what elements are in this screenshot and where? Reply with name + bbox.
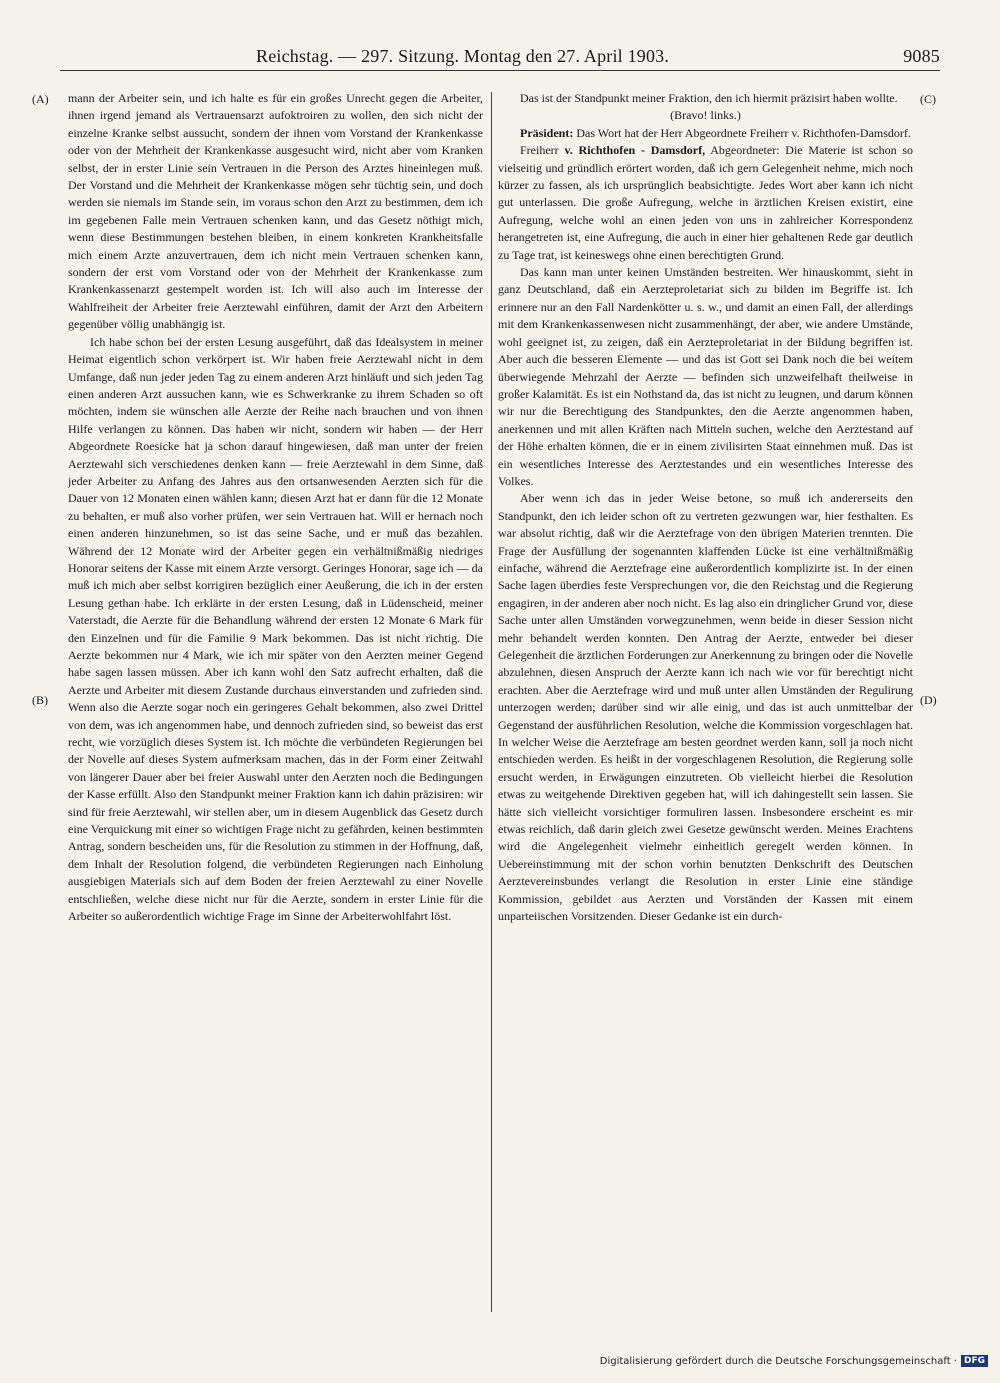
speaker-name: v. Richthofen - Damsdorf,	[564, 143, 706, 158]
paragraph: mann der Arbeiter sein, und ich halte es für ein großes Unrecht gegen die Arbeiter, ihnen irgend jemand als Vertrauensarzt aufoktroiren zu wollen, den sich nicht der einzelne Kranke selbst aussucht, sondern der ihnen vom Vorstand der Krankenkasse oder von der Mehrheit der Krankenkasse ausgesucht wird, nicht aber vom Kranken selbst, der in erster Linie sein Vertrauen in die Person des Arztes hineinlegen muß. Der Vorstand und die Mehrheit der Krankenkasse mögen sehr tüchtig sein, und doch werden sie niemals im Stande sein, im voraus schon den Arzt zu bestimmen, dem ich im gegebenen Falle mein Vertrauen schenken kann, und das Gesetz nöthigt mich, wenn diese Bestimmungen bestehen bleiben, in einem konkreten Krankheitsfalle mich einem Arzte anzuvertrauen, dem ich nicht mein Vertrauen schenken kann, sondern der erst vom Vorstand oder von der Mehrheit der Krankenkasse zum Krankenkassenarzt gestempelt worden ist. Ich will also auch im Interesse der Wahlfreiheit der Arbeiter freie Aerztewahl einführen, damit der Arzt den Arbeitern gegenüber völlig unabhängig ist.	[68, 91, 483, 332]
dfg-logo-icon: DFG	[961, 1355, 988, 1367]
margin-marker-c: (C)	[920, 92, 936, 106]
footer-credit	[600, 1355, 988, 1367]
column-divider	[491, 92, 492, 1312]
right-column	[498, 90, 913, 926]
president-paragraph	[498, 125, 913, 142]
footer-text: Digitalisierung gefördert durch die Deutsche Forschungsgemeinschaft ·	[599, 1355, 957, 1367]
margin-marker-a: (A)	[32, 92, 49, 106]
margin-marker-d: (D)	[920, 693, 937, 707]
paragraph: Ich habe schon bei der ersten Lesung ausgeführt, daß das Idealsystem in meiner Heimat eigentlich schon verkörpert ist. Wir haben freie Aerztewahl nicht in dem Umfange, daß nun jeder jeden Tag zu einem anderen Arzt hinläuft und sich jeden Tag einen anderen Arzt aussuchen kann, wie es Schwerkranke zu ihrem Schaden so oft möchten, indem sie wünschen alle Aerzte der Reihe nach brauchen und von ihnen Hilfe verlangen zu können. Das haben wir nicht, sondern wir haben — der Herr Abgeordnete Roesicke hat ja schon darauf hingewiesen, daß man unter der freien Aerztewahl sich verschiedenes denken kann — freie Aerztewahl in dem Sinne, daß jeder Arbeiter zu Anfang des Jahres aus den ortsanwesenden Aerzten sich für die Dauer von 12 Monaten einen wählen kann; diesen Arzt hat er dann für die 12 Monate zu behalten, er muß also vorher prüfen, wer sein Vertrauen hat. Will er hernach noch einen anderen hinzunehmen, so ist das seine Sache, und er muß das bezahlen. Während der 12 Monate wird der Arbeiter gegen ein verhältnißmäßig niedriges Honorar seitens der Kasse mit einem Arzte versorgt. Geringes Honorar, sage ich — da muß ich mich aber selbst korrigiren bezüglich einer Aeußerung, die ich in der ersten Lesung gethan habe. Ich erklärte in der ersten Lesung, daß in Lüdenscheid, meiner Vaterstadt, die Aerzte für die Behandlung während der ersten 12 Monate 6 Mark für den Einzelnen und für die Familie 9 Mark bekommen. Das ist nicht richtig. Die Aerzte bekommen nur 4 Mark, wie ich mir später von den Aerzten meiner Gegend habe sagen lassen müssen. Aber ich kann wohl den Satz aufrecht erhalten, daß die Aerzte und Arbeiter mit diesem Zustande durchaus einverstanden und zufrieden sind. Wenn also die Aerzte sogar noch ein geringeres Gehalt bekommen, also zwei Drittel von dem, was ich angenommen habe, und dennoch zufrieden sind, so beweist das erst recht, wie vorzüglich dieses System ist. Ich möchte die verbündeten Regierungen bei der Novelle auf dieses System aufmerksam machen, das in der Form einer Zeitwahl von längerer Dauer aber bei freier Auswahl unter den Aerzten noch die Bedingungen der Kasse erfüllt. Also den Standpunkt meiner Fraktion kann ich dahin präzisiren: wir sind für freie Aerztewahl, wir stellen aber, um in diesem Augenblick das Gesetz durch eine Verquickung mit einer so wichtigen Frage nicht zu gefährden, keinen bestimmten Antrag, sondern bescheiden uns, für die Resolution zu stimmen in der Hoffnung, daß, dem Inhalt der Resolution folgend, die verbündeten Regierungen nach Einholung ausgiebigen Materials sich auf dem Boden der freien Aerztewahl zu einer Novelle entschließen, welche diese nicht nur für die Aerzte, sondern in erster Linie für die Arbeiter so außerordentlich wichtige Frage im Sinne der Arbeiterwohlfahrt löst.	[68, 334, 483, 924]
margin-marker-b: (B)	[32, 693, 48, 707]
speaker-text: Abgeordneter: Die Materie ist schon so vielseitig und gründlich erörtert worden, daß ich gern Gelegenheit nehme, mich noch kürzer zu fassen, als ich ursprünglich beabsichtigte. Jedes Wort aber kann ich nicht gut unterlassen. Die große Aufregung, welche in ärztlichen Kreisen existirt, eine Aufregung, welche wohl an einen jeden von uns in zahlreicher Korrespondenz herangetreten ist, eine Aufregung, die auch in einer hier gehaltenen Rede gar deutlich zu Tage trat, ist keineswegs ohne einen berechtigten Grund.	[498, 143, 914, 262]
page-header	[60, 46, 940, 71]
speaker-prefix: Freiherr	[520, 143, 559, 158]
paragraph: Das ist der Standpunkt meiner Fraktion, den ich hiermit präzisirt haben wollte.	[520, 91, 898, 105]
president-label: Präsident:	[520, 125, 574, 140]
page-number: 9085	[903, 46, 940, 66]
paragraph: Aber wenn ich das in jeder Weise betone, so muß ich andererseits den Standpunkt, den ich leider schon oft zu vertreten gezwungen war, hier festhalten. Es war absolut richtig, daß wir die Aerztefrage von den übrigen Materien trennten. Die Frage der Ausfüllung der sogenannten klaffenden Lücke ist eine verhältnißmäßig einfache, während die Aerztefrage eine außerordentlich komplizirte ist. In der einen Sache lagen überdies feste Versprechungen vor, die den Reichstag und die Regierung engagiren, in der anderen aber noch nicht. Es lag also ein dringlicher Grund vor, diese Sache unter allen Umständen vorwegzunehmen, wenn beide in dieser Session nicht mehr behandelt werden konnten. Den Antrag der Aerzte, entweder bei dieser Gelegenheit die ärztlichen Forderungen zur Anerkennung zu bringen oder die Novelle abzulehnen, diesen Anspruch der Aerzte kann ich nach wie vor für berechtigt nicht erachten. Aber die Aerztefrage wird und muß unter allen Umständen der Regulirung unterzogen werden; darüber sind wir alle einig, und das ist auch unmittelbar der Gegenstand der ausführlichen Resolution, welche die Kommission vorgeschlagen hat. In welcher Weise die Aerztefrage am besten geordnet werden kann, soll ja noch nicht entschieden werden. Es heißt in der vorgeschlagenen Resolution, die Regierung solle ersucht werden, in Erwägungen einzutreten. Ob vielleicht hierbei die Resolution etwas zu weitgehende Direktiven gegeben hat, will ich dahingestellt sein lassen. Sie hätte sich vielleicht vorsichtiger formuliren lassen. Insbesondere erscheint es mir etwas reichlich, daß darin gleich zwei Gesetze gewünscht werden. Meines Erachtens wird die Angelegenheit vielmehr einheitlich geregelt werden können. In Uebereinstimmung mit der schon vorhin benutzten Denkschrift des Deutschen Aerztevereinsbundes verlangt die Resolution in erster Linie eine ständige Kommission, gebildet aus Aerzten und Vorständen der Kassen mit einem unparteiischen Vorsitzenden. Dieser Gedanke ist ein durch-	[498, 491, 913, 924]
paragraph: Das kann man unter keinen Umständen bestreiten. Wer hinauskommt, sieht in ganz Deutschland, daß ein Aerzteproletariat sich zu bilden im Begriffe ist. Ich erinnere nur an den Fall Nardenkötter u. s. w., und damit an einen Fall, der allerdings mit dem Krankenkassenwesen nicht zusammenhängt, der aber, wie andere Umstände, wohl geeignet ist, zu zeigen, daß ein Aerzteproletariat in der Bildung begriffen ist. Aber auch die besseren Elemente — und das ist Gott sei Dank noch die bei weitem überwiegende Mehrzahl der Aerzte — befinden sich unzweifelhaft theilweise in großer Kalamität. Es ist ein Nothstand da, das ist nicht zu leugnen, und darum können wir nur die Berechtigung des Standpunktes, den die Aerzte angenommen haben, anerkennen und mit allen Kräften nach Mitteln suchen, welche den Aerztestand auf der Höhe erhalten können, die er in einem zivilisirten Staat einnehmen muß. Das ist ein wesentliches Interesse des Aerztestandes und ein wesentliches Interesse des Volkes.	[498, 265, 913, 488]
header-title: Reichstag. — 297. Sitzung. Montag den 27. April 1903.	[256, 46, 670, 66]
president-text: Das Wort hat der Herr Abgeordnete Freiherr v. Richthofen-Damsdorf.	[576, 125, 911, 140]
applause-note: (Bravo! links.)	[670, 108, 741, 123]
left-column	[68, 90, 483, 926]
speaker-paragraph	[498, 142, 913, 264]
